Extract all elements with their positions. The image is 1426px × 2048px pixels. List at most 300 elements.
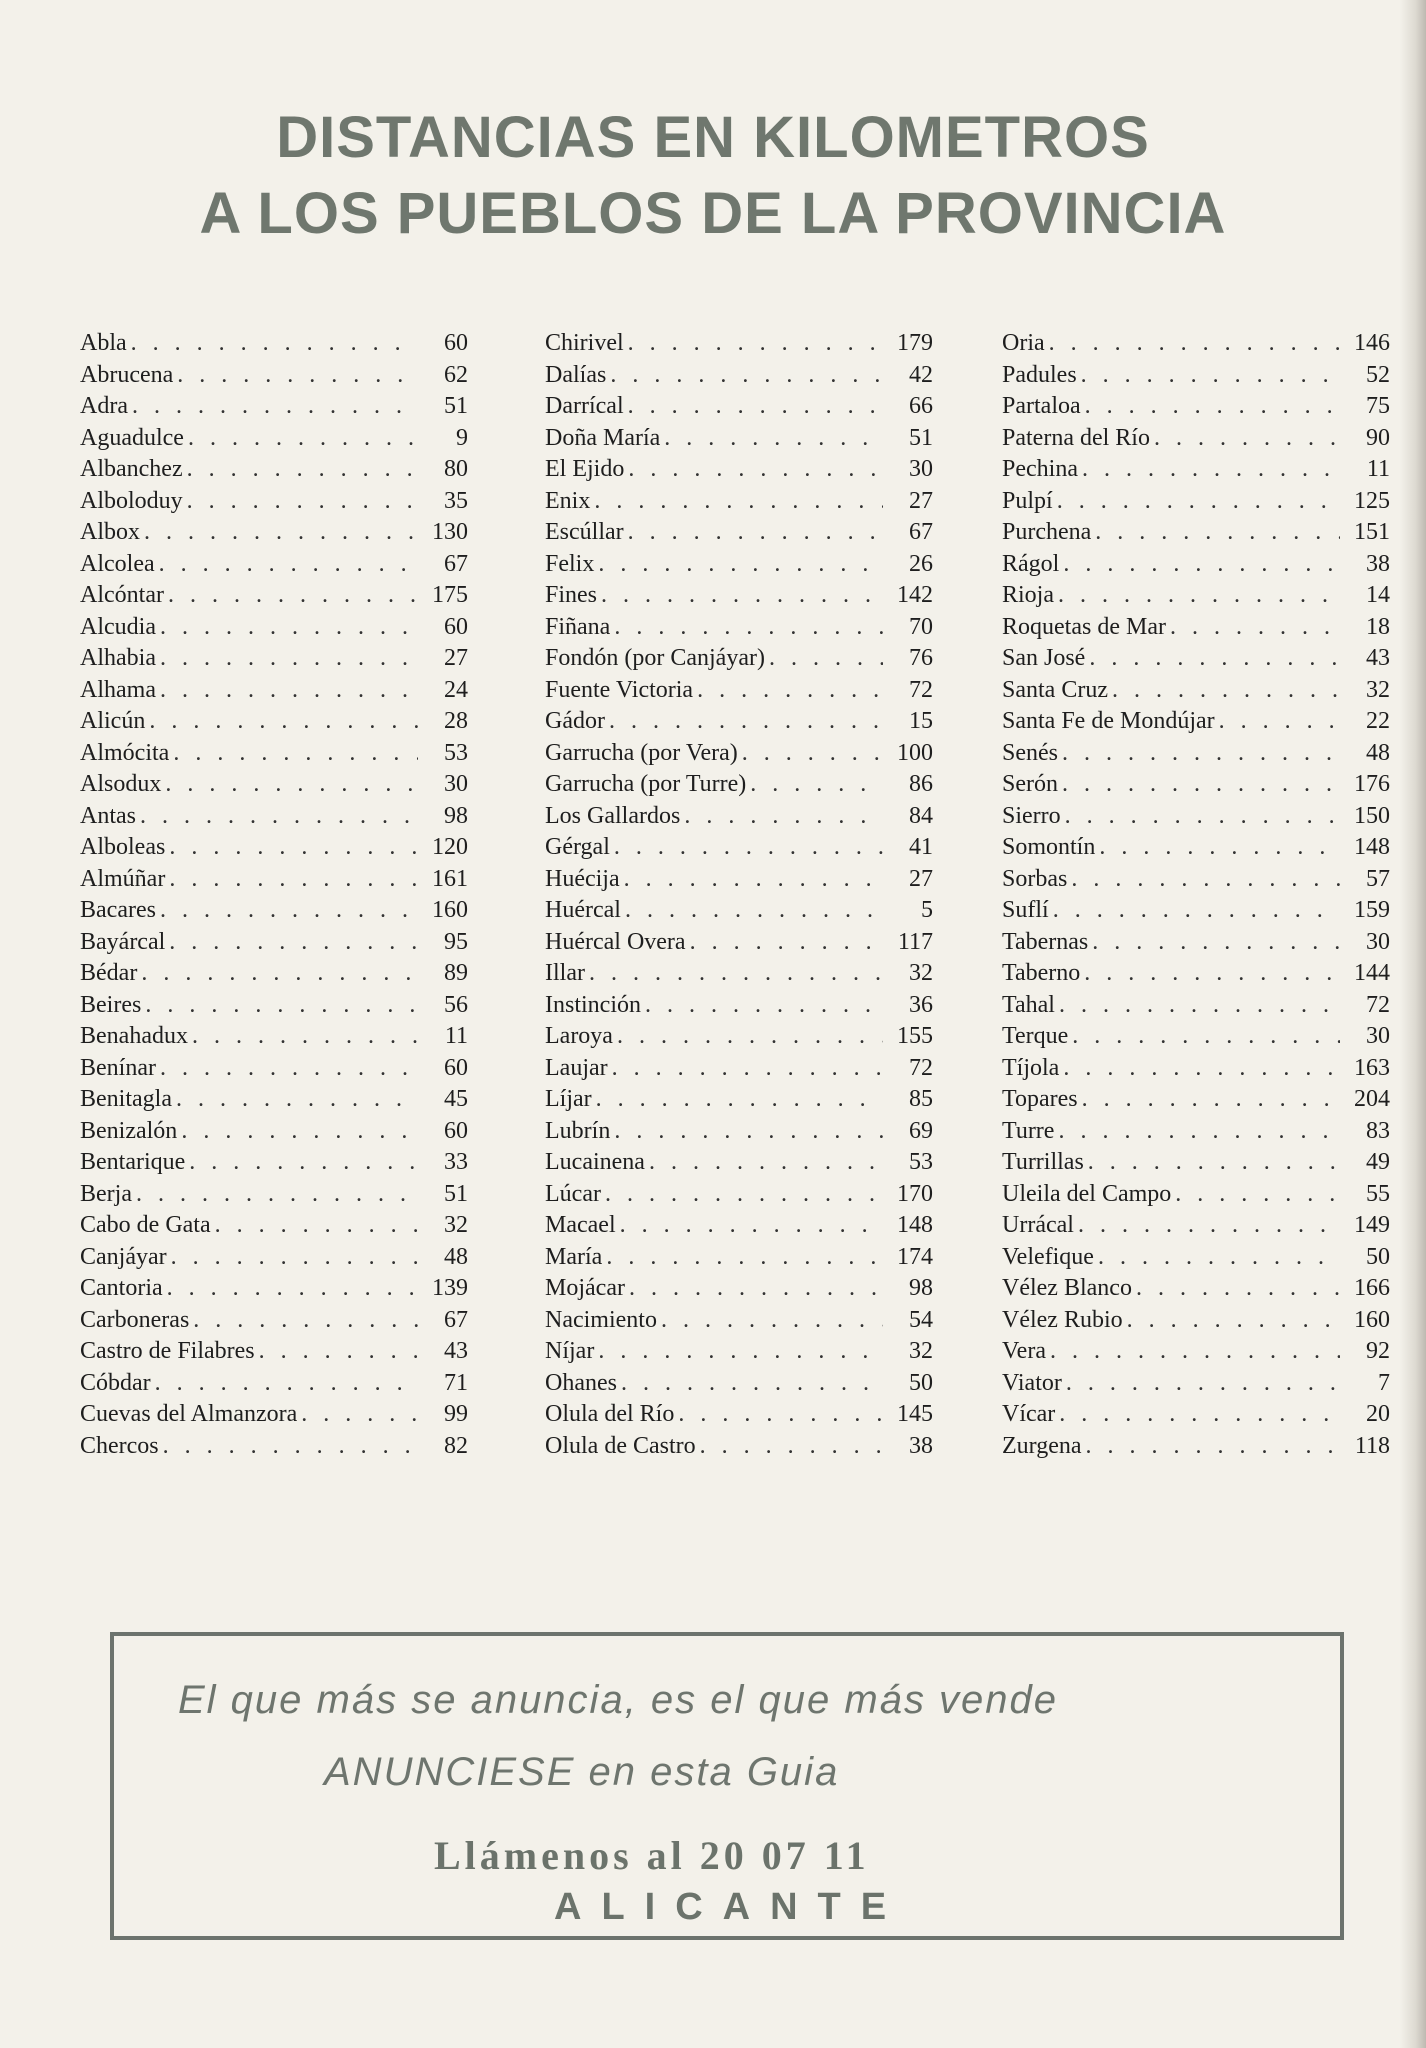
ad-phone: Llámenos al 20 07 11: [434, 1833, 870, 1878]
distance-km: 120: [432, 834, 468, 860]
list-item: [545, 1179, 933, 1211]
list-item: [80, 675, 468, 707]
town-name: Níjar: [545, 1338, 595, 1364]
distance-km: 11: [444, 1023, 468, 1049]
distance-km: 76: [909, 645, 933, 671]
distance-km: 22: [1366, 708, 1390, 734]
town-name: Benizalón: [80, 1117, 178, 1144]
list-item: [1002, 927, 1390, 959]
list-item: [545, 1431, 933, 1463]
list-item: [545, 832, 933, 864]
list-item: [80, 423, 468, 455]
dot-leader: [1084, 958, 1340, 990]
dot-leader: [1092, 927, 1340, 959]
list-item: [1002, 1336, 1390, 1368]
dot-leader: [589, 958, 883, 990]
title-line-1: DISTANCIAS EN KILOMETROS: [276, 105, 1150, 170]
town-name: Gádor: [545, 708, 605, 734]
distance-km: 48: [444, 1243, 468, 1270]
town-name: Doña María: [545, 424, 661, 451]
dot-leader: [169, 832, 418, 864]
town-name: Oria: [1002, 330, 1045, 356]
list-item: [1002, 801, 1390, 833]
list-item: [545, 1273, 933, 1305]
town-name: Bacares: [80, 897, 156, 923]
dot-leader: [1112, 675, 1340, 707]
distance-km: 7: [1378, 1369, 1390, 1396]
dot-leader: [144, 517, 418, 549]
dot-leader: [145, 990, 418, 1022]
town-name: Felix: [545, 550, 595, 577]
town-name: Fines: [545, 582, 598, 608]
town-name: Chercos: [80, 1432, 159, 1459]
list-item: [80, 643, 468, 675]
town-name: Terque: [1002, 1023, 1069, 1049]
distance-km: 175: [432, 582, 468, 608]
dot-leader: [169, 864, 418, 896]
town-name: Alhama: [80, 676, 156, 703]
list-item: [1002, 1179, 1390, 1211]
list-item: [80, 612, 468, 644]
list-item: [80, 549, 468, 581]
town-name: Urrácal: [1002, 1212, 1074, 1238]
town-name: Lucainena: [545, 1149, 645, 1175]
list-item: [80, 738, 468, 770]
list-item: [1002, 769, 1390, 801]
distance-km: 30: [1366, 928, 1390, 955]
dot-leader: [171, 1242, 418, 1274]
dot-leader: [1072, 1021, 1340, 1053]
distance-km: 90: [1366, 424, 1390, 451]
dot-leader: [1057, 486, 1340, 518]
dot-leader: [1063, 549, 1340, 581]
distance-km: 5: [921, 897, 933, 923]
town-name: Zurgena: [1002, 1432, 1082, 1459]
town-name: Uleila del Campo: [1002, 1180, 1172, 1207]
dot-leader: [1170, 612, 1340, 644]
list-item: [80, 832, 468, 864]
distance-km: 86: [909, 771, 933, 797]
list-item: [1002, 1368, 1390, 1400]
list-item: [545, 1399, 933, 1431]
dot-leader: [690, 927, 883, 959]
town-name: Abrucena: [80, 361, 174, 388]
dot-leader: [1095, 517, 1340, 549]
list-item: [1002, 990, 1390, 1022]
dot-leader: [1099, 832, 1340, 864]
distance-km: 42: [909, 361, 933, 388]
town-name: Alcóntar: [80, 582, 164, 608]
town-name: Alicún: [80, 708, 146, 734]
town-name: Macael: [545, 1212, 616, 1238]
distance-km: 83: [1366, 1117, 1390, 1144]
list-item: [1002, 360, 1390, 392]
town-name: Alsodux: [80, 771, 162, 797]
distance-km: 28: [444, 708, 468, 734]
dot-leader: [1059, 990, 1340, 1022]
list-item: [1002, 675, 1390, 707]
town-name: Aguadulce: [80, 424, 184, 451]
distance-column-1: [80, 328, 468, 1462]
distance-km: 155: [897, 1023, 933, 1049]
town-name: Darrícal: [545, 393, 624, 419]
distance-km: 160: [432, 897, 468, 923]
list-item: [1002, 1242, 1390, 1274]
dot-leader: [697, 675, 883, 707]
list-item: [1002, 580, 1390, 612]
distance-km: 62: [444, 361, 468, 388]
list-item: [1002, 1399, 1390, 1431]
distance-km: 179: [897, 330, 933, 356]
list-item: [1002, 1021, 1390, 1053]
dot-leader: [629, 1273, 883, 1305]
dot-leader: [661, 1305, 883, 1337]
town-name: Bayárcal: [80, 928, 166, 955]
distance-km: 32: [1366, 676, 1390, 703]
distance-km: 170: [897, 1180, 933, 1207]
dot-leader: [1098, 1242, 1340, 1274]
dot-leader: [1058, 1116, 1340, 1148]
distance-km: 18: [1366, 613, 1390, 640]
town-name: Escúllar: [545, 519, 624, 545]
town-name: Olula de Castro: [545, 1432, 696, 1459]
list-item: [1002, 391, 1390, 423]
town-name: Tahal: [1002, 991, 1055, 1018]
list-item: [80, 391, 468, 423]
list-item: [80, 1273, 468, 1305]
title-line-2: A LOS PUEBLOS DE LA PROVINCIA: [199, 181, 1227, 246]
town-name: Los Gallardos: [545, 802, 681, 829]
distance-km: 75: [1366, 393, 1390, 419]
dot-leader: [628, 328, 883, 360]
dot-leader: [605, 1179, 883, 1211]
town-name: Taberno: [1002, 960, 1081, 986]
distance-km: 148: [1354, 834, 1390, 860]
town-name: Lúcar: [545, 1180, 601, 1207]
dot-leader: [160, 675, 418, 707]
dot-leader: [1154, 423, 1340, 455]
dot-leader: [1082, 454, 1340, 486]
page-title: [0, 100, 1426, 252]
dot-leader: [168, 580, 418, 612]
dot-leader: [131, 328, 418, 360]
dot-leader: [187, 486, 418, 518]
distance-km: 11: [1366, 456, 1390, 482]
list-item: [545, 1147, 933, 1179]
list-item: [1002, 1147, 1390, 1179]
list-item: [80, 1021, 468, 1053]
distance-km: 150: [1354, 802, 1390, 829]
dot-leader: [612, 1053, 883, 1085]
dot-leader: [645, 990, 883, 1022]
dot-leader: [606, 1242, 883, 1274]
dot-leader: [215, 1210, 418, 1242]
distance-column-3: [1002, 328, 1390, 1462]
town-name: Pulpí: [1002, 487, 1053, 514]
town-name: Vera: [1002, 1338, 1046, 1364]
list-item: [545, 738, 933, 770]
dot-leader: [177, 360, 418, 392]
town-name: Chirivel: [545, 330, 624, 356]
list-item: [1002, 832, 1390, 864]
list-item: [80, 454, 468, 486]
dot-leader: [149, 706, 418, 738]
distance-km: 149: [1354, 1212, 1390, 1238]
dot-leader: [141, 958, 418, 990]
dot-leader: [155, 1368, 418, 1400]
list-item: [545, 801, 933, 833]
town-name: Fuente Victoria: [545, 676, 694, 703]
dot-leader: [628, 517, 883, 549]
distance-km: 100: [897, 739, 933, 766]
dot-leader: [173, 738, 418, 770]
list-item: [1002, 1431, 1390, 1463]
dot-leader: [1175, 1179, 1340, 1211]
distance-km: 30: [909, 456, 933, 482]
distance-km: 20: [1366, 1401, 1390, 1427]
distance-km: 32: [909, 960, 933, 986]
distance-km: 67: [444, 550, 468, 577]
list-item: [545, 1210, 933, 1242]
town-name: Purchena: [1002, 519, 1092, 545]
distance-km: 53: [444, 739, 468, 766]
list-item: [545, 864, 933, 896]
dot-leader: [159, 549, 418, 581]
distance-km: 53: [909, 1149, 933, 1175]
town-name: Alboloduy: [80, 487, 183, 514]
distance-km: 145: [897, 1401, 933, 1427]
list-item: [80, 517, 468, 549]
town-name: Enix: [545, 487, 591, 514]
list-item: [545, 391, 933, 423]
dot-leader: [614, 1116, 883, 1148]
distance-km: 60: [444, 1117, 468, 1144]
list-item: [545, 1053, 933, 1085]
list-item: [80, 1053, 468, 1085]
town-name: María: [545, 1243, 603, 1270]
dot-leader: [176, 1084, 418, 1116]
town-name: Lubrín: [545, 1117, 611, 1144]
list-item: [80, 990, 468, 1022]
dot-leader: [624, 864, 883, 896]
distance-km: 30: [1366, 1023, 1390, 1049]
list-item: [545, 1242, 933, 1274]
town-name: Albanchez: [80, 456, 183, 482]
town-name: Garrucha (por Vera): [545, 739, 738, 766]
dot-leader: [598, 549, 883, 581]
distance-km: 66: [909, 393, 933, 419]
page-binding-shadow: [1400, 0, 1426, 2048]
town-name: Alcudia: [80, 613, 156, 640]
list-item: [80, 486, 468, 518]
list-item: [80, 1147, 468, 1179]
dot-leader: [620, 1210, 883, 1242]
town-name: Turrillas: [1002, 1149, 1084, 1175]
list-item: [545, 612, 933, 644]
dot-leader: [1063, 1053, 1340, 1085]
distance-km: 15: [909, 708, 933, 734]
distance-km: 55: [1366, 1180, 1390, 1207]
town-name: Antas: [80, 802, 136, 829]
dot-leader: [1082, 1084, 1340, 1116]
distance-km: 139: [432, 1275, 468, 1301]
dot-leader: [1127, 1305, 1340, 1337]
dot-leader: [187, 454, 418, 486]
dot-leader: [664, 423, 883, 455]
list-item: [80, 1399, 468, 1431]
dot-leader: [189, 1147, 418, 1179]
list-item: [545, 1336, 933, 1368]
list-item: [1002, 1116, 1390, 1148]
list-item: [545, 1084, 933, 1116]
distance-km: 51: [444, 393, 468, 419]
distance-km: 43: [444, 1338, 468, 1364]
dot-leader: [167, 1273, 418, 1305]
town-name: Topares: [1002, 1086, 1078, 1112]
distance-km: 52: [1366, 361, 1390, 388]
town-name: El Ejido: [545, 456, 625, 482]
ad-city: ALICANTE: [554, 1886, 907, 1928]
town-name: Nacimiento: [545, 1306, 657, 1333]
town-name: Tíjola: [1002, 1054, 1060, 1081]
distance-km: 51: [444, 1180, 468, 1207]
distance-km: 85: [909, 1086, 933, 1112]
list-item: [545, 895, 933, 927]
list-item: [80, 1368, 468, 1400]
distance-km: 26: [909, 550, 933, 577]
distance-km: 27: [444, 645, 468, 671]
ad-slogan: El que más se anuncia, es el que más vende: [178, 1678, 1059, 1722]
distance-km: 36: [909, 991, 933, 1018]
dot-leader: [1085, 391, 1340, 423]
dot-leader: [598, 1336, 883, 1368]
distance-km: 70: [909, 613, 933, 640]
distance-km: 38: [1366, 550, 1390, 577]
town-name: Rioja: [1002, 582, 1054, 608]
town-name: Olula del Río: [545, 1401, 675, 1427]
town-name: Senés: [1002, 739, 1058, 766]
list-item: [1002, 486, 1390, 518]
town-name: Benitagla: [80, 1086, 172, 1112]
town-name: Almócita: [80, 739, 170, 766]
distance-km: 80: [444, 456, 468, 482]
distance-km: 27: [909, 865, 933, 892]
dot-leader: [594, 486, 883, 518]
list-item: [80, 958, 468, 990]
list-item: [1002, 423, 1390, 455]
town-name: Almúñar: [80, 865, 166, 892]
town-name: Suflí: [1002, 897, 1049, 923]
dot-leader: [1089, 643, 1340, 675]
dot-leader: [192, 1021, 418, 1053]
dot-leader: [628, 391, 883, 423]
list-item: [1002, 643, 1390, 675]
town-name: Viator: [1002, 1369, 1062, 1396]
distance-km: 69: [909, 1117, 933, 1144]
distance-km: 67: [444, 1306, 468, 1333]
dot-leader: [259, 1336, 418, 1368]
dot-leader: [160, 612, 418, 644]
dot-leader: [769, 643, 883, 675]
town-name: Albox: [80, 519, 140, 545]
town-name: Turre: [1002, 1117, 1055, 1144]
town-name: Cantoria: [80, 1275, 163, 1301]
list-item: [545, 486, 933, 518]
list-item: [80, 1242, 468, 1274]
distance-km: 84: [909, 802, 933, 829]
distance-km: 60: [444, 330, 468, 356]
town-name: Huércal: [545, 897, 621, 923]
dot-leader: [609, 706, 883, 738]
list-item: [80, 1210, 468, 1242]
dot-leader: [1065, 801, 1340, 833]
dot-leader: [181, 1116, 418, 1148]
distance-km: 60: [444, 1054, 468, 1081]
dot-leader: [610, 360, 883, 392]
list-item: [1002, 517, 1390, 549]
dot-leader: [601, 580, 883, 612]
town-name: Cabo de Gata: [80, 1212, 211, 1238]
distance-km: 32: [444, 1212, 468, 1238]
dot-leader: [169, 927, 418, 959]
town-name: Sorbas: [1002, 865, 1068, 892]
distance-km: 72: [1366, 991, 1390, 1018]
dot-leader: [160, 1053, 418, 1085]
dot-leader: [188, 423, 418, 455]
town-name: Paterna del Río: [1002, 424, 1150, 451]
distance-km: 98: [444, 802, 468, 829]
town-name: Beires: [80, 991, 142, 1018]
town-name: Serón: [1002, 771, 1058, 797]
dot-leader: [628, 454, 883, 486]
distance-km: 166: [1354, 1275, 1390, 1301]
distance-km: 54: [909, 1306, 933, 1333]
town-name: Bentarique: [80, 1149, 186, 1175]
distance-km: 204: [1354, 1086, 1390, 1112]
town-name: Adra: [80, 393, 128, 419]
distance-km: 24: [444, 676, 468, 703]
dot-leader: [700, 1431, 883, 1463]
list-item: [545, 454, 933, 486]
town-name: Gérgal: [545, 834, 610, 860]
distance-km: 50: [909, 1369, 933, 1396]
distance-km: 99: [444, 1401, 468, 1427]
list-item: [545, 580, 933, 612]
town-name: Padules: [1002, 361, 1077, 388]
dot-leader: [1136, 1273, 1340, 1305]
distance-km: 72: [909, 676, 933, 703]
town-name: Sierro: [1002, 802, 1061, 829]
list-item: [545, 549, 933, 581]
dot-leader: [1071, 864, 1340, 896]
distance-km: 92: [1366, 1338, 1390, 1364]
town-name: Dalías: [545, 361, 607, 388]
distance-km: 130: [432, 519, 468, 545]
list-item: [545, 927, 933, 959]
dot-leader: [1219, 706, 1340, 738]
list-item: [1002, 1305, 1390, 1337]
distance-km: 43: [1366, 645, 1390, 671]
dot-leader: [1059, 1399, 1340, 1431]
list-item: [545, 1368, 933, 1400]
dot-leader: [1050, 1336, 1340, 1368]
distance-km: 161: [432, 865, 468, 892]
list-item: [1002, 706, 1390, 738]
dot-leader: [165, 769, 418, 801]
town-name: Huércal Overa: [545, 928, 686, 955]
town-name: Benahadux: [80, 1023, 188, 1049]
dot-leader: [1062, 769, 1340, 801]
